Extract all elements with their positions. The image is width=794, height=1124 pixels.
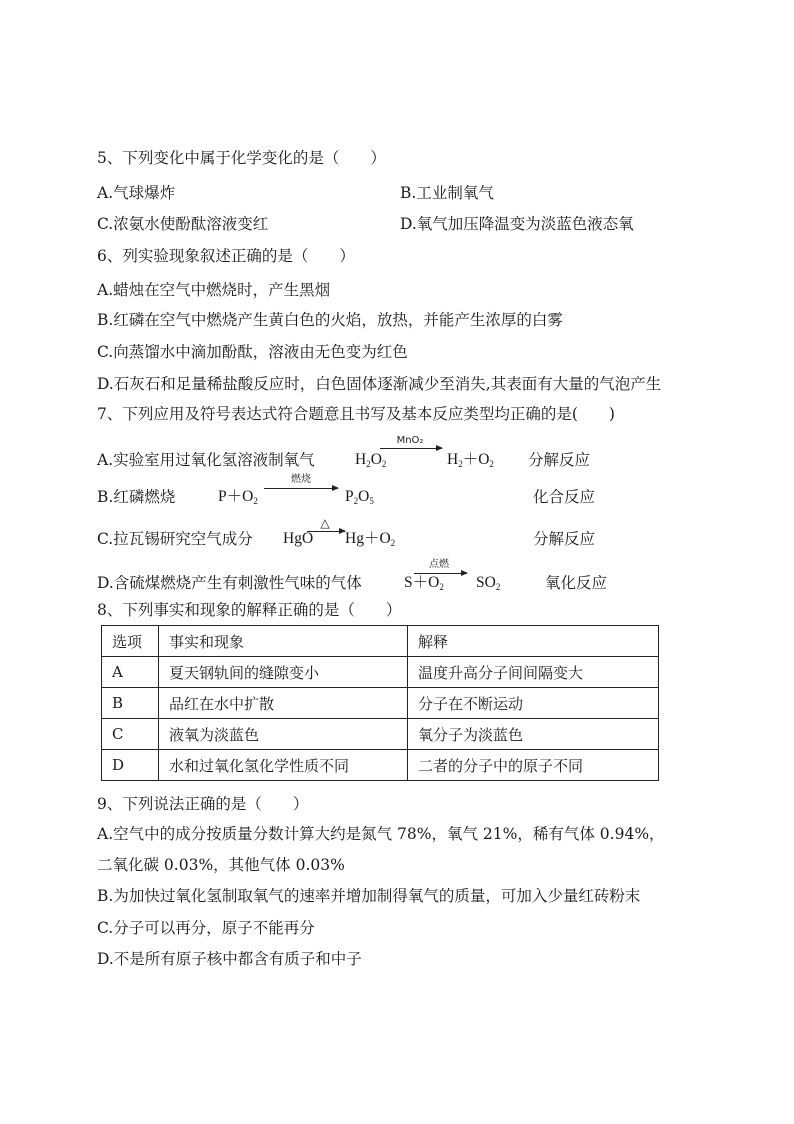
q7-option-b-condition: 燃烧 <box>291 474 311 485</box>
q6-option-b: B.红磷在空气中燃烧产生黄白色的火焰，放热，并能产生浓厚的白雾 <box>97 311 563 329</box>
table-cell: C <box>102 719 159 750</box>
q7-stem: 7、下列应用及符号表达式符合题意且书写及基本反应类型均正确的是( ) <box>97 405 615 423</box>
q9-option-c: C.分子可以再分，原子不能再分 <box>97 919 315 937</box>
q7-option-c-arrow <box>307 531 345 532</box>
q5-option-c: C.浓氨水使酚酞溶液变红 <box>97 215 269 233</box>
table-row <box>102 688 659 719</box>
table-cell: 温度升高分子间间隔变大 <box>408 657 659 688</box>
table-row <box>102 719 659 750</box>
q7-option-a-label: A.实验室用过氧化氢溶液制氧气 <box>97 451 315 469</box>
table-cell: 氧分子为淡蓝色 <box>408 719 659 750</box>
q9-option-d: D.不是所有原子核中都含有质子和中子 <box>97 950 362 968</box>
table-row <box>102 750 659 781</box>
q5-option-d: D.氧气加压降温变为淡蓝色液态氧 <box>400 215 634 233</box>
q9-option-b: B.为加快过氧化氢制取氧气的速率并增加制得氧气的质量，可加入少量红砖粉末 <box>97 887 641 905</box>
q6-option-d: D.石灰石和足量稀盐酸反应时，白色固体逐渐减少至消失,其表面有大量的气泡产生 <box>97 375 662 393</box>
q9-option-a-continued: 二氧化碳 0.03%，其他气体 0.03% <box>97 856 345 874</box>
q7-option-c-type: 分解反应 <box>533 530 596 548</box>
table-cell: 分子在不断运动 <box>408 688 659 719</box>
q7-option-d-product: $SO_2$ <box>476 574 501 592</box>
q7-option-d-type: 氧化反应 <box>545 574 608 592</box>
q7-option-b-type: 化合反应 <box>533 488 596 506</box>
table-cell: B <box>102 688 159 719</box>
facts-table <box>101 625 659 781</box>
q7-option-b-product: $P_2O_5$ <box>345 488 374 506</box>
q7-option-a-product: $H_2+O_2$ <box>447 451 494 469</box>
q7-option-b-label: B.红磷燃烧 <box>97 488 176 506</box>
q7-option-a-reactant: $H_2O_2$ <box>355 451 387 469</box>
q7-option-c-reactant: HgO <box>283 530 314 547</box>
q7-option-d-arrow <box>414 573 467 574</box>
table-cell: 品红在水中扩散 <box>159 688 408 719</box>
q6-stem: 6、列实验现象叙述正确的是（ ） <box>97 247 355 265</box>
q8-stem: 8、下列事实和现象的解释正确的是（ ） <box>97 601 402 619</box>
table-cell: 液氧为淡蓝色 <box>159 719 408 750</box>
q7-option-c-label: C.拉瓦锡研究空气成分 <box>97 530 253 548</box>
q7-option-a-arrow <box>380 448 442 449</box>
q7-option-c-condition: △ <box>320 516 330 530</box>
q7-option-a-type: 分解反应 <box>528 451 591 469</box>
table-cell: 夏天钢轨间的缝隙变小 <box>159 657 408 688</box>
q6-option-c: C.向蒸馏水中滴加酚酞，溶液由无色变为红色 <box>97 343 408 361</box>
table-header-cell: 事实和现象 <box>159 626 408 657</box>
table-row <box>102 657 659 688</box>
q7-option-d-reactant: $S+O_2$ <box>404 574 444 592</box>
q9-option-a: A.空气中的成分按质量分数计算大约是氮气 78%，氧气 21%，稀有气体 0.94%， <box>97 825 665 843</box>
q7-option-d-condition: 点燃 <box>429 559 449 570</box>
q7-option-c-product: $Hg+O_2$ <box>345 530 396 548</box>
table-cell: D <box>102 750 159 781</box>
q9-stem: 9、下列说法正确的是（ ） <box>97 795 309 813</box>
q7-option-b-arrow <box>264 488 338 489</box>
q7-option-a-condition: MnO₂ <box>396 435 424 446</box>
q5-option-b: B.工业制氧气 <box>400 184 494 202</box>
q7-option-b-reactant: $P+O_2$ <box>218 488 258 506</box>
q7-option-d-label: D.含硫煤燃烧产生有刺激性气味的气体 <box>97 574 362 592</box>
q5-stem: 5、下列变化中属于化学变化的是（ ） <box>97 149 386 167</box>
table-cell: 水和过氧化氢化学性质不同 <box>159 750 408 781</box>
table-header-cell: 解释 <box>408 626 659 657</box>
table-cell: A <box>102 657 159 688</box>
table-header-cell: 选项 <box>102 626 159 657</box>
q5-option-a: A.气球爆炸 <box>97 184 176 202</box>
q6-option-a: A.蜡烛在空气中燃烧时，产生黑烟 <box>97 281 331 299</box>
table-header-row <box>102 626 659 657</box>
table-cell: 二者的分子中的原子不同 <box>408 750 659 781</box>
